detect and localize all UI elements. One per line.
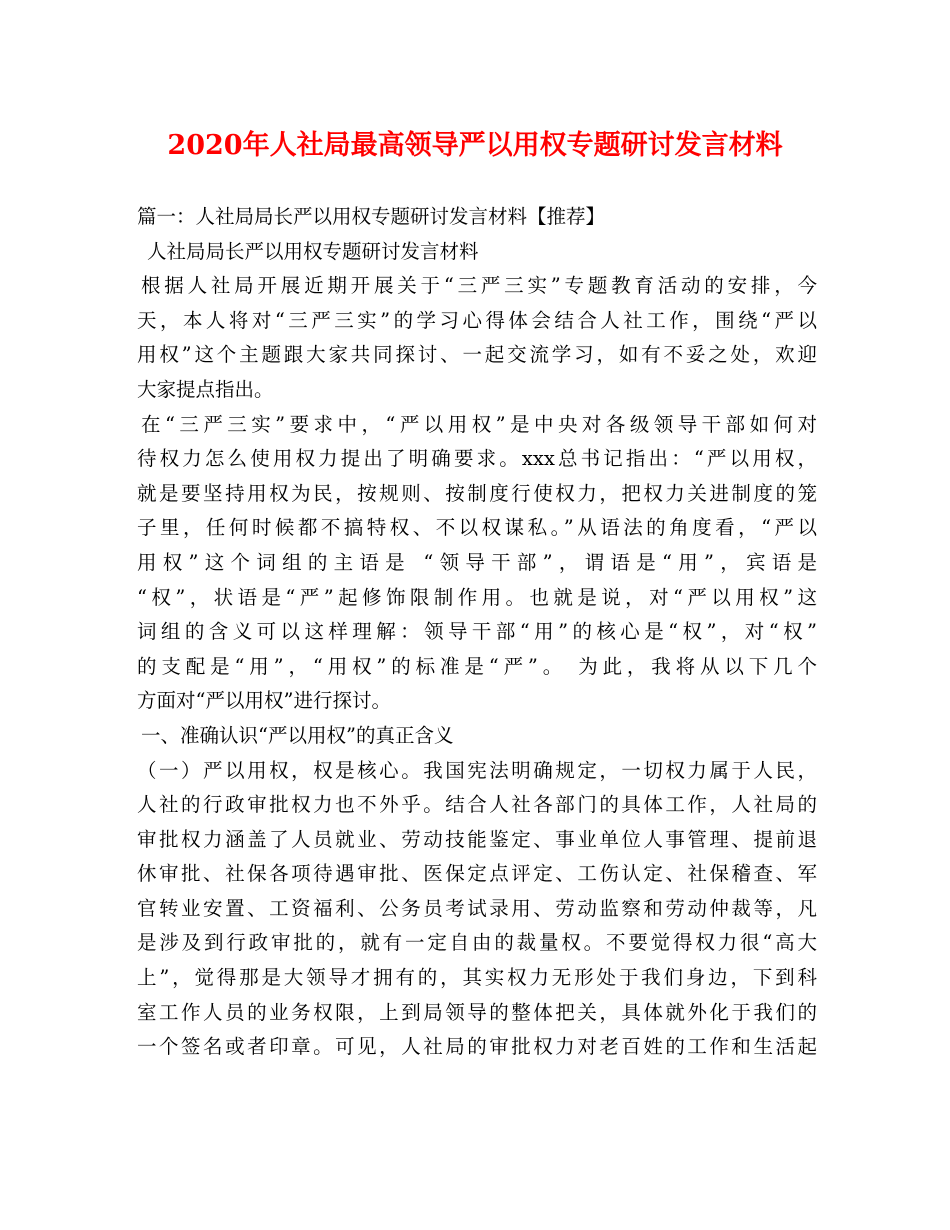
paragraph-line: 篇一：人社局局长严以用权专题研讨发言材料【推荐】 [137,205,606,228]
paragraph-line: 用权”这个主题跟大家共同探讨、一起交流学习，如有不妥之处，欢迎 [137,343,817,367]
paragraph-line: 一、准确认识“严以用权”的真正含义 [141,723,454,747]
paragraph-line: 室工作人员的业务权限，上到局领导的整体把关，具体就外化于我们的 [137,1000,817,1024]
paragraph-line: 审批权力涵盖了人员就业、劳动技能鉴定、事业单位人事管理、提前退 [137,827,817,851]
paragraph-line: 方面对“严以用权”进行探讨。 [137,689,391,713]
paragraph-line: 子里，任何时候都不搞特权、不以权谋私。”从语法的角度看，“严以 [137,516,817,540]
paragraph-line: 官转业安置、工资福利、公务员考试录用、劳动监察和劳动仲裁等，凡 [137,896,817,920]
paragraph-line: 词组的含义可以这样理解：领导干部“用”的核心是“权”，对“权” [137,620,817,644]
paragraph-line: 天，本人将对“三严三实”的学习心得体会结合人社工作，围绕“严以 [137,308,817,332]
paragraph-line: 用权”这个词组的主语是 “领导干部”，谓语是“用”，宾语是 [137,550,817,574]
paragraph-line: 人社局局长严以用权专题研讨发言材料 [147,239,479,263]
paragraph-line: 的支配是“用”，“用权”的标准是“严”。 为此，我将从以下几个 [137,654,817,678]
document-body [137,200,817,1065]
paragraph-line: 在“三严三实”要求中，“严以用权”是中央对各级领导干部如何对 [141,412,817,436]
document-title: 2020年人社局最高领导严以用权专题研讨发言材料 [167,130,783,161]
paragraph-line: 休审批、社保各项待遇审批、医保定点评定、工伤认定、社保稽查、军 [137,862,817,886]
paragraph-line: 待权力怎么使用权力提出了明确要求。xxx总书记指出：“严以用权， [137,447,817,471]
paragraph-line: 就是要坚持用权为民，按规则、按制度行使权力，把权力关进制度的笼 [137,481,817,505]
paragraph-line: 根据人社局开展近期开展关于“三严三实”专题教育活动的安排，今 [141,274,817,298]
paragraph-line: 上”，觉得那是大领导才拥有的，其实权力无形处于我们身边，下到科 [137,966,817,990]
paragraph-line: （一）严以用权，权是核心。我国宪法明确规定，一切权力属于人民， [137,758,817,782]
paragraph-line: 是涉及到行政审批的，就有一定自由的裁量权。不要觉得权力很“高大 [137,931,817,955]
paragraph-line: 一个签名或者印章。可见，人社局的审批权力对老百姓的工作和生活起 [137,1035,817,1059]
paragraph-line: 大家提点指出。 [137,377,274,401]
paragraph-line: “权”，状语是“严”起修饰限制作用。也就是说，对“严以用权”这 [137,585,817,609]
paragraph-line: 人社的行政审批权力也不外乎。结合人社各部门的具体工作，人社局的 [137,793,817,817]
